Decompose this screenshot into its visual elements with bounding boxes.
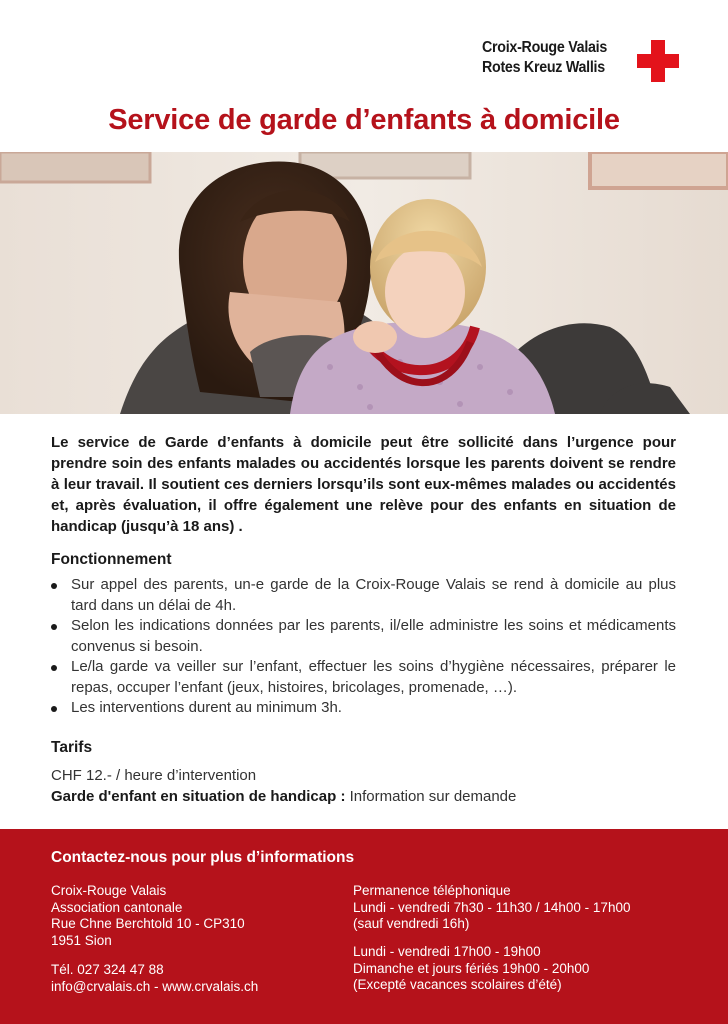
page-title: Service de garde d’enfants à domicile [108,104,620,136]
fonctionnement-list [51,575,676,719]
bullet-icon [51,583,57,589]
org-contact [51,962,258,995]
intro-paragraph: Le service de Garde d’enfants à domicile peut être sollicité dans l’urgence pour prendre soin des enfants malades ou accidentés lorsque les parents doivent se rendre à leur travail. Il soutient ces derniers lorsqu’ils sont eux-mêmes malades ou accidentés et, après évaluation, il offre également une relève pour des enfants en situation de handicap (jusqu’à 18 ans) . [51,434,676,535]
phone-hours: Permanence téléphonique Lundi - vendredi 7h30 - 11h30 / 14h00 - 17h00 (sauf vendredi 16h) [353,883,631,931]
tarif-handicap-label: Garde d'enfant en situation de handicap : [51,788,346,805]
hero-photo-illustration [0,152,728,414]
phone-number: Tél. 027 324 47 88 [51,962,164,977]
list-item: Le/la garde va veiller sur l’enfant, effectuer les soins d’hygiène nécessaires, préparer le repas, occuper l’enfant (jeux, histoires, bricolages, promenade, …). [51,657,676,698]
hero-photo [0,152,728,414]
bullet-icon [51,665,57,671]
footer-heading: Contactez-nous pour plus d’informations [51,849,355,866]
brand-line-de: Rotes Kreuz Wallis [482,59,605,76]
email-website-link[interactable]: info@crvalais.ch - www.crvalais.ch [51,978,259,994]
extended-hours: Lundi - vendredi 17h00 - 19h00 Dimanche et jours fériés 19h00 - 20h00 (Excepté vacances scolaires d’été) [353,944,590,992]
brand-name [482,38,607,78]
bullet-icon [51,624,57,630]
tarif-price: CHF 12.- / heure d’intervention [51,767,257,784]
list-item: Les interventions durent au minimum 3h. [51,698,676,719]
tarifs-heading: Tarifs [51,739,93,756]
org-address: Croix-Rouge Valais Association cantonale Rue Chne Berchtold 10 - CP310 1951 Sion [51,883,245,948]
list-item: Selon les indications données par les parents, il/elle administre les soins et médicaments convenus si besoin. [51,616,676,657]
brand-logo [482,38,682,84]
tarif-handicap-value: Information sur demande [345,788,517,805]
list-item: Sur appel des parents, un-e garde de la Croix-Rouge Valais se rend à domicile au plus tard dans un délai de 4h. [51,575,676,616]
bullet-icon [51,706,57,712]
fonctionnement-heading: Fonctionnement [51,551,172,568]
tarif-handicap [51,786,516,807]
red-cross-icon [637,40,679,82]
contact-footer [0,829,728,1024]
brand-line-fr: Croix-Rouge Valais [482,39,608,56]
